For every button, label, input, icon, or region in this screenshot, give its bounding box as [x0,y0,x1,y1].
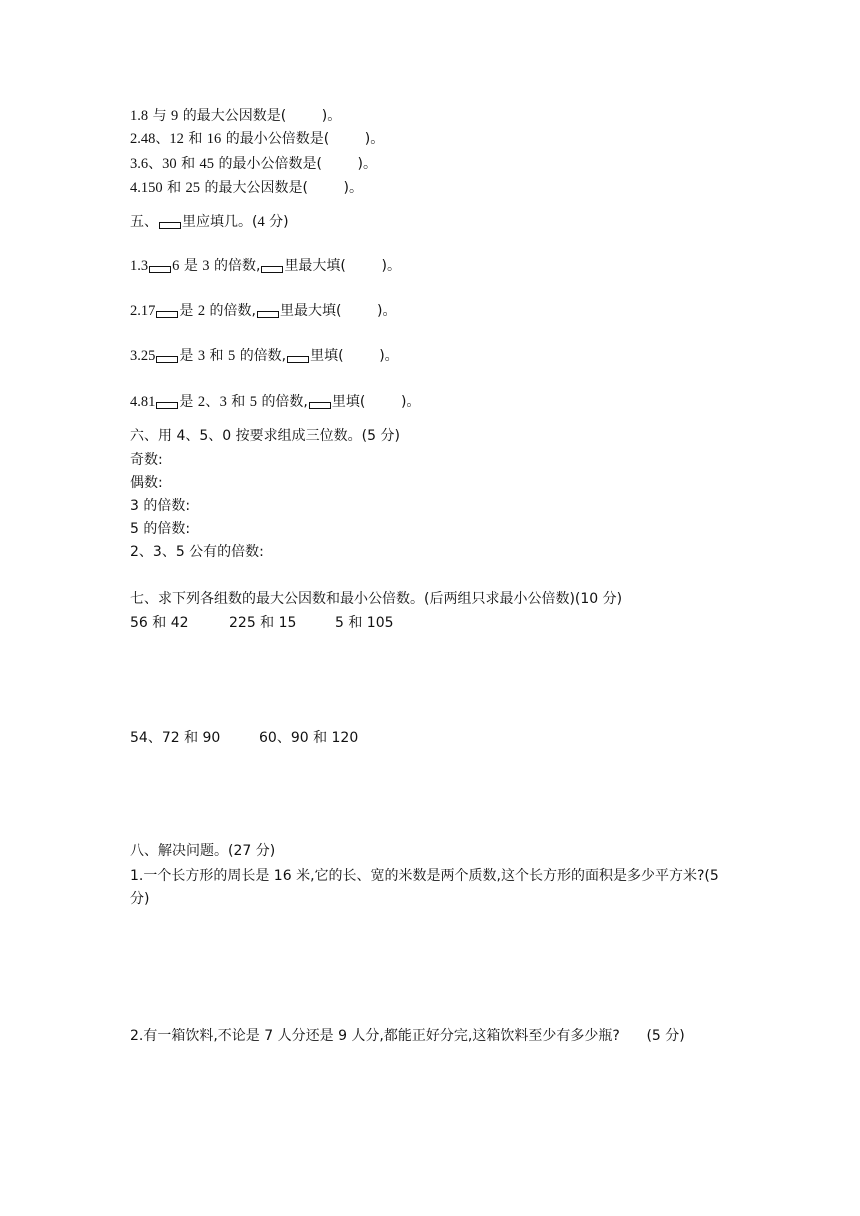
section-7-group-1: 56 和 42 [130,615,189,631]
section-5-title: 五、 里应填几。(4 分) [130,214,289,230]
section-6-row-multiple-5: 5 的倍数: [130,521,191,537]
section-6-row-even: 偶数: [130,475,163,491]
section-6-title: 六、用 4、5、0 按要求组成三位数。(5 分) [130,428,400,444]
section-8-question-2: 2.有一箱饮料,不论是 7 人分还是 9 人分,都能正好分完,这箱饮料至少有多少瓶? (5 分) [130,1028,685,1044]
blank-box [159,222,181,229]
blank-box [149,266,171,273]
blank-box [309,402,331,409]
section-6-row-odd: 奇数: [130,452,163,468]
blank-box [261,266,283,273]
question-4-3: 3.6、30 和 45 的最小公倍数是( )。 [130,156,378,172]
question-4-4: 4.150 和 25 的最大公因数是( )。 [130,180,364,196]
section-8-title: 八、解决问题。(27 分) [130,843,276,859]
section-7-group-2: 225 和 15 [229,615,297,631]
question-5-4: 4.81 是 2、3 和 5 的倍数, 里填( )。 [130,394,421,410]
section-7-group-3: 5 和 105 [335,615,394,631]
section-7-title: 七、求下列各组数的最大公因数和最小公倍数。(后两组只求最小公倍数)(10 分) [130,591,623,607]
blank-box [257,311,279,318]
section-8-question-1: 1.一个长方形的周长是 16 米,它的长、宽的米数是两个质数,这个长方形的面积是多少平方米?(5 分) [130,868,719,907]
blank-box [156,402,178,409]
section-6-row-common-multiple: 2、3、5 公有的倍数: [130,544,264,560]
blank-box [156,311,178,318]
blank-box [287,356,309,363]
question-5-2: 2.17 是 2 的倍数, 里最大填( )。 [130,303,397,319]
question-5-1: 1.3 6 是 3 的倍数, 里最大填( )。 [130,258,401,274]
section-7-group-4: 54、72 和 90 [130,730,221,746]
question-4-1: 1.8 与 9 的最大公因数是( )。 [130,108,342,124]
question-5-3: 3.25 是 3 和 5 的倍数, 里填( )。 [130,348,399,364]
section-7-group-5: 60、90 和 120 [259,730,359,746]
blank-box [156,356,178,363]
section-6-row-multiple-3: 3 的倍数: [130,498,191,514]
question-4-2: 2.48、12 和 16 的最小公倍数是( )。 [130,131,385,147]
